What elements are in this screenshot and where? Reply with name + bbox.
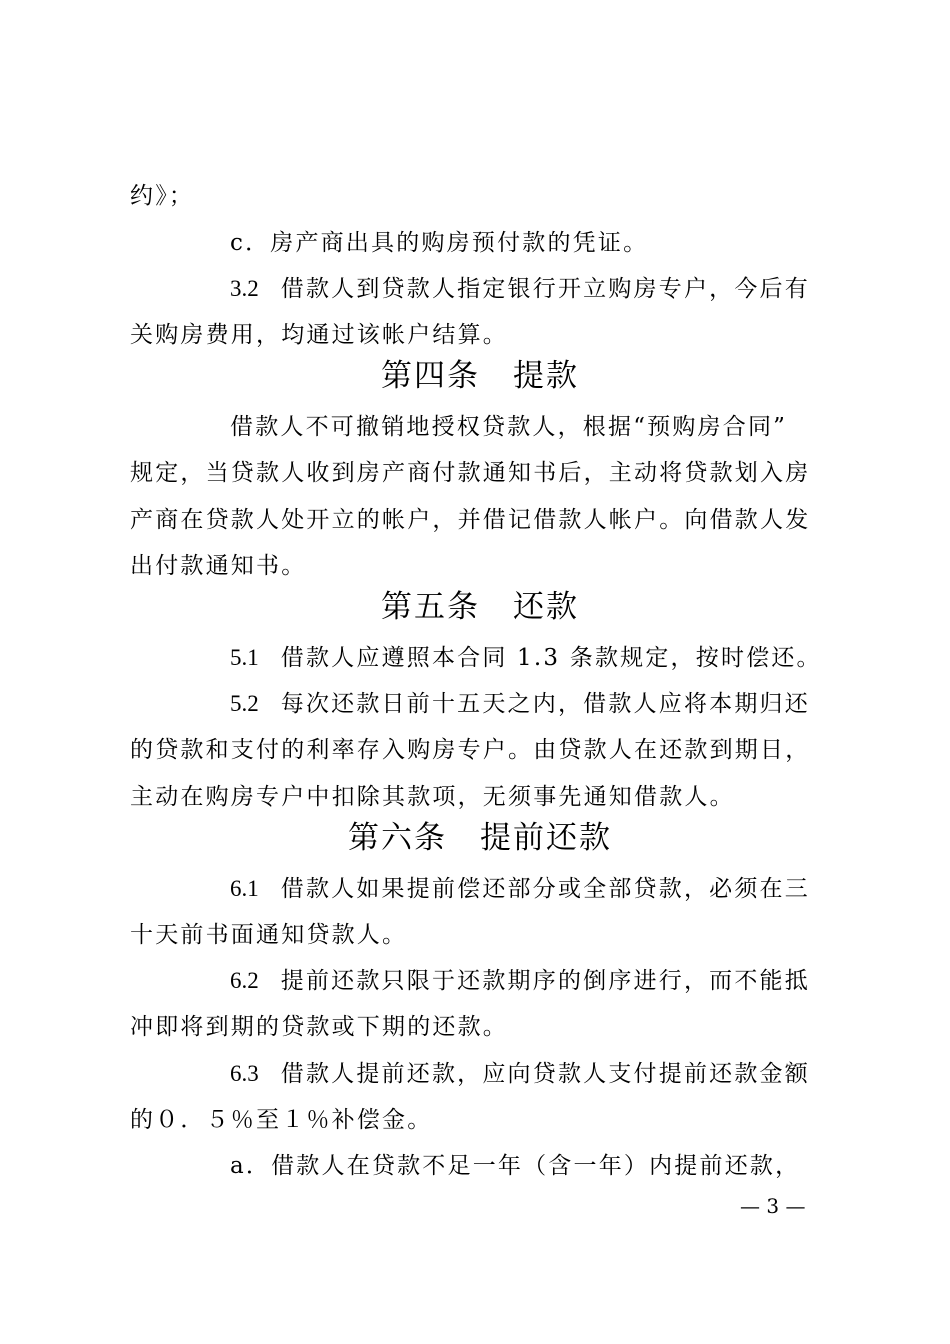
clause-text: 每次还款日前十五天之内，借款人应将本期归还 — [280, 691, 810, 717]
text-line: 借款人不可撤销地授权贷款人，根据“预购房合同” — [230, 414, 788, 440]
article-4-heading: 第四条 提款 — [381, 358, 579, 394]
article-5-heading: 第五条 还款 — [381, 589, 579, 625]
clause-text: 借款人如果提前偿还部分或全部贷款，必须在三 — [280, 876, 810, 902]
clause-number: 6.3 — [230, 1061, 259, 1086]
clause-number: 3.2 — [230, 276, 259, 301]
clause-5-1 — [230, 643, 930, 673]
text-line: a．借款人在贷款不足一年（含一年）内提前还款， — [230, 1153, 801, 1179]
clause-number: 6.1 — [230, 876, 259, 901]
clause-number: 5.2 — [230, 691, 259, 716]
text-line: 约》； — [130, 183, 195, 209]
clause-6-2 — [230, 966, 930, 996]
clause-text: 借款人到贷款人指定银行开立购房专户，今后有 — [280, 276, 810, 302]
text-line: 主动在购房专户中扣除其款项，无须事先通知借款人。 — [130, 784, 735, 810]
text-line: 的０．５％至１％补偿金。 — [130, 1107, 433, 1133]
clause-text: 借款人应遵照本合同 1.3 条款规定，按时偿还。 — [280, 645, 822, 671]
clause-text: 提前还款只限于还款期序的倒序进行，而不能抵 — [280, 968, 810, 994]
clause-number: 6.2 — [230, 968, 259, 993]
text-line: 的贷款和支付的利率存入购房专户。由贷款人在还款到期日， — [130, 737, 811, 763]
clause-text: 借款人提前还款，应向贷款人支付提前还款金额 — [280, 1061, 810, 1087]
clause-number: 5.1 — [230, 645, 259, 670]
clause-3-2 — [230, 274, 930, 304]
text-line: 规定，当贷款人收到房产商付款通知书后，主动将贷款划入房 — [130, 460, 811, 486]
clause-6-1 — [230, 874, 930, 904]
text-line: 出付款通知书。 — [130, 553, 307, 579]
article-6-heading: 第六条 提前还款 — [348, 820, 612, 856]
page-number: — 3 — — [740, 1194, 806, 1218]
text-line: 十天前书面通知贷款人。 — [130, 922, 408, 948]
text-line: 关购房费用，均通过该帐户结算。 — [130, 322, 508, 348]
clause-5-2 — [230, 689, 930, 719]
text-line: 冲即将到期的贷款或下期的还款。 — [130, 1014, 508, 1040]
text-line: 产商在贷款人处开立的帐户，并借记借款人帐户。向借款人发 — [130, 507, 811, 533]
clause-6-3 — [230, 1059, 930, 1089]
text-line: c．房产商出具的购房预付款的凭证。 — [230, 230, 649, 256]
